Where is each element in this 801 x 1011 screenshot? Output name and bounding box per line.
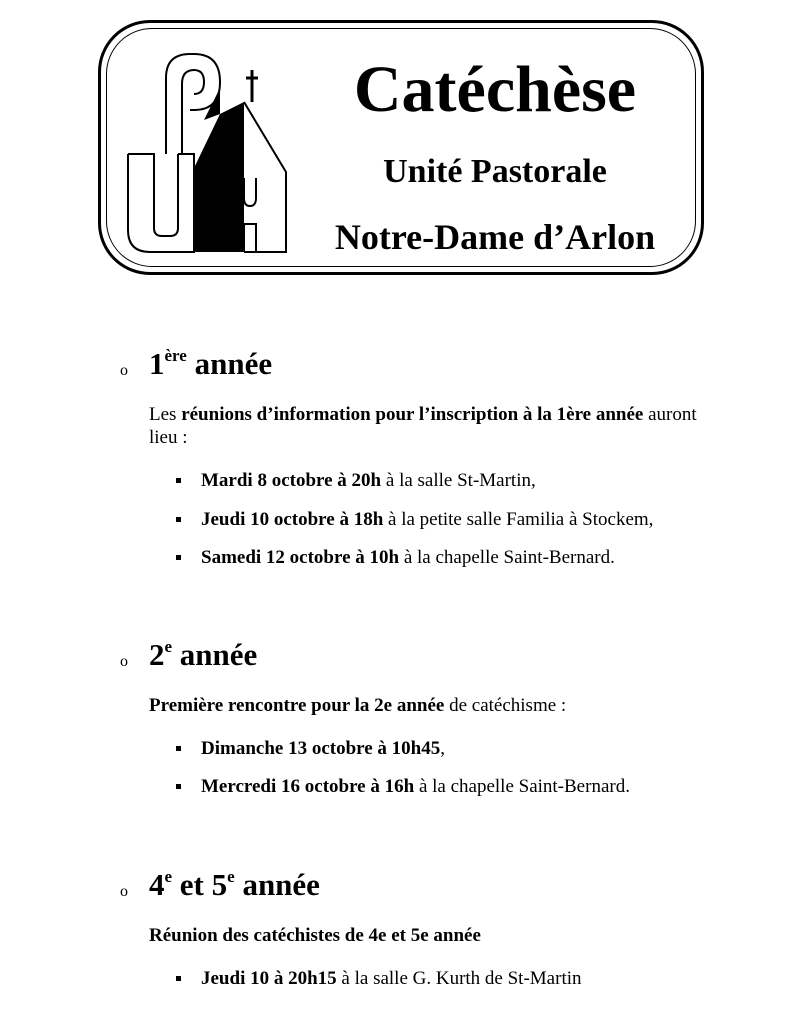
section-title: 2e année xyxy=(149,637,258,672)
list-item: Mardi 8 octobre à 20h à la salle St-Martin, xyxy=(176,469,536,493)
section-title: 1ère année xyxy=(149,346,273,381)
section-description: Première rencontre pour la 2e année de catéchisme : xyxy=(149,695,567,716)
square-bullet-icon xyxy=(176,555,181,560)
parish-name: Notre-Dame d’Arlon xyxy=(334,217,656,257)
square-bullet-icon xyxy=(176,517,181,522)
page-subtitle: Unité Pastorale xyxy=(383,153,607,190)
square-bullet-icon xyxy=(176,746,181,751)
section-description: Réunion des catéchistes de 4e et 5e année xyxy=(149,925,481,946)
square-bullet-icon xyxy=(176,478,181,483)
church-logo-icon xyxy=(124,48,292,254)
section-bullet: o xyxy=(120,362,128,379)
section-title: 4e et 5e année xyxy=(149,867,320,902)
page-title: Catéchèse xyxy=(353,53,637,126)
list-item: Samedi 12 octobre à 10h à la chapelle Saint-Bernard. xyxy=(176,546,615,570)
list-item: Jeudi 10 à 20h15 à la salle G. Kurth de St-Martin xyxy=(176,967,582,991)
section-bullet: o xyxy=(120,883,128,900)
list-item: Dimanche 13 octobre à 10h45, xyxy=(176,737,445,761)
list-item: Mercredi 16 octobre à 16h à la chapelle Saint-Bernard. xyxy=(176,775,630,799)
section-description: Les réunions d’information pour l’inscription à la 1ère année auront lieu : xyxy=(149,404,697,448)
section-bullet: o xyxy=(120,653,128,670)
list-item: Jeudi 10 octobre à 18h à la petite salle Familia à Stockem, xyxy=(176,508,653,532)
square-bullet-icon xyxy=(176,784,181,789)
square-bullet-icon xyxy=(176,976,181,981)
